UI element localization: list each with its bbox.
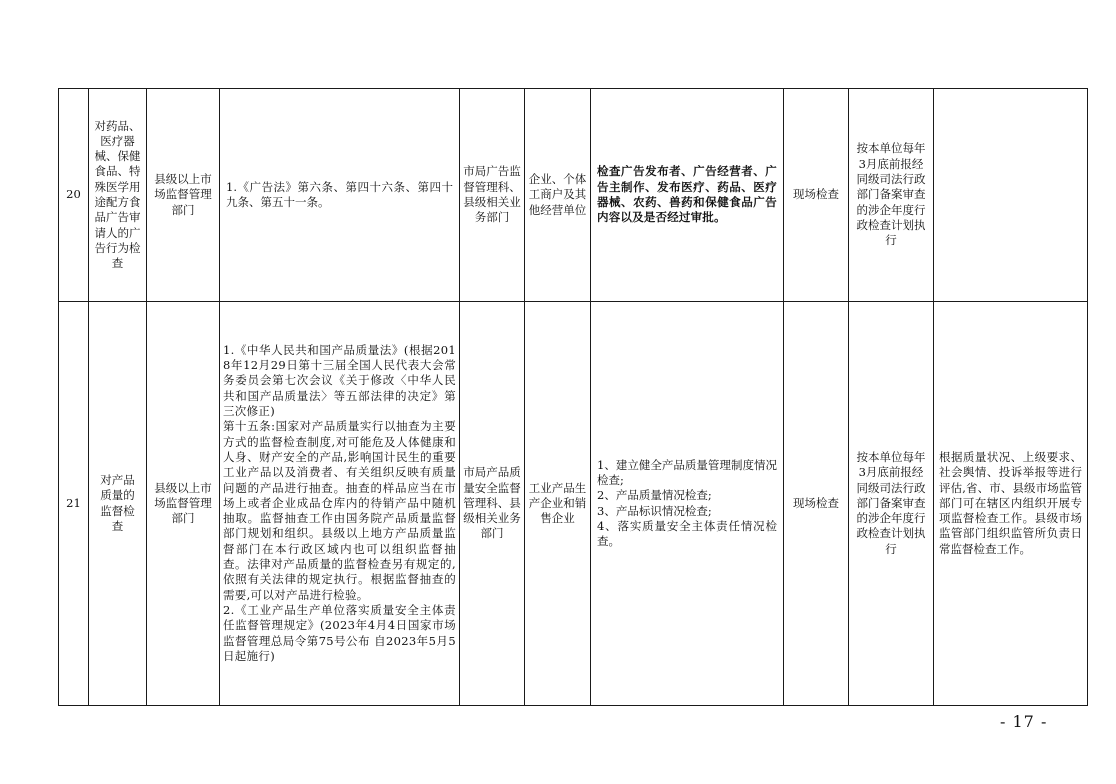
row-number: 20 xyxy=(59,89,89,302)
table-row-20 xyxy=(59,89,1088,302)
remarks: 根据质量状况、上级要求、社会舆情、投诉举报等进行评估,省、市、县级市场监管部门可在辖区内组织开展专项监督检查工作。县级市场监管部门组织监管所负责日常监督检查工作。 xyxy=(934,302,1088,706)
inspection-object: 工业产品生产企业和销售企业 xyxy=(525,302,591,706)
inspection-method: 现场检查 xyxy=(784,89,849,302)
inspection-frequency: 按本单位每年3月底前报经同级司法行政部门备案审查的涉企年度行政检查计划执行 xyxy=(849,89,934,302)
legal-basis: 1.《中华人民共和国产品质量法》(根据2018年12月29日第十三届全国人民代表大会常务委员会第七次会议《关于修改〈中华人民共和国产品质量法〉等五部法律的决定》第三次修正) 第十五条:国家对产品质量实行以抽查为主要方式的监督检查制度,对可能危及人体健康和人身、财产安全的产品,影响国计民生的重要工业产品以及消费者、有关组织反映有质量问题的产品进行抽查。抽查的样品应当在市场上或者企业成品仓库内的待销产品中随机抽取。监督抽查工作由国务院产品质量监督部门规划和组织。县级以上地方产品质量监督部门在本行政区域内也可以组织监督抽查。法律对产品质量的监督检查另有规定的,依照有关法律的规定执行。根据监督抽查的需要,可以对产品进行检验。 2.《工业产品生产单位落实质量安全主体责任监督管理规定》(2023年4月4日国家市场监督管理总局令第75号公布 自2023年5月5日起施行) xyxy=(220,302,460,706)
implementing-level: 县级以上市场监督管理部门 xyxy=(147,302,220,706)
inspection-method: 现场检查 xyxy=(784,302,849,706)
inspection-content: 检查广告发布者、广告经营者、广告主制作、发布医疗、药品、医疗器械、农药、兽药和保健食品广告内容以及是否经过审批。 xyxy=(591,89,784,302)
page-number: - 17 - xyxy=(1000,712,1048,731)
inspection-item: 对药品、医疗器械、保健食品、特殊医学用途配方食品广告审请人的广告行为检查 xyxy=(89,89,147,302)
inspection-object: 企业、个体工商户及其他经营单位 xyxy=(525,89,591,302)
row-number: 21 xyxy=(59,302,89,706)
legal-basis: 1.《广告法》第六条、第四十六条、第四十九条、第五十一条。 xyxy=(220,89,460,302)
implementing-level: 县级以上市场监督管理部门 xyxy=(147,89,220,302)
inspection-content: 1、建立健全产品质量管理制度情况检查; 2、产品质量情况检查; 3、产品标识情况检查; 4、落实质量安全主体责任情况检查。 xyxy=(591,302,784,706)
responsible-department: 市局产品质量安全监督管理科、县级相关业务部门 xyxy=(460,302,525,706)
inspection-item: 对产品质量的监督检查 xyxy=(89,302,147,706)
remarks xyxy=(934,89,1088,302)
inspection-items-table xyxy=(58,88,1088,706)
table-row-21 xyxy=(59,302,1088,706)
inspection-frequency: 按本单位每年3月底前报经同级司法行政部门备案审查的涉企年度行政检查计划执行 xyxy=(849,302,934,706)
responsible-department: 市局广告监督管理科、县级相关业务部门 xyxy=(460,89,525,302)
